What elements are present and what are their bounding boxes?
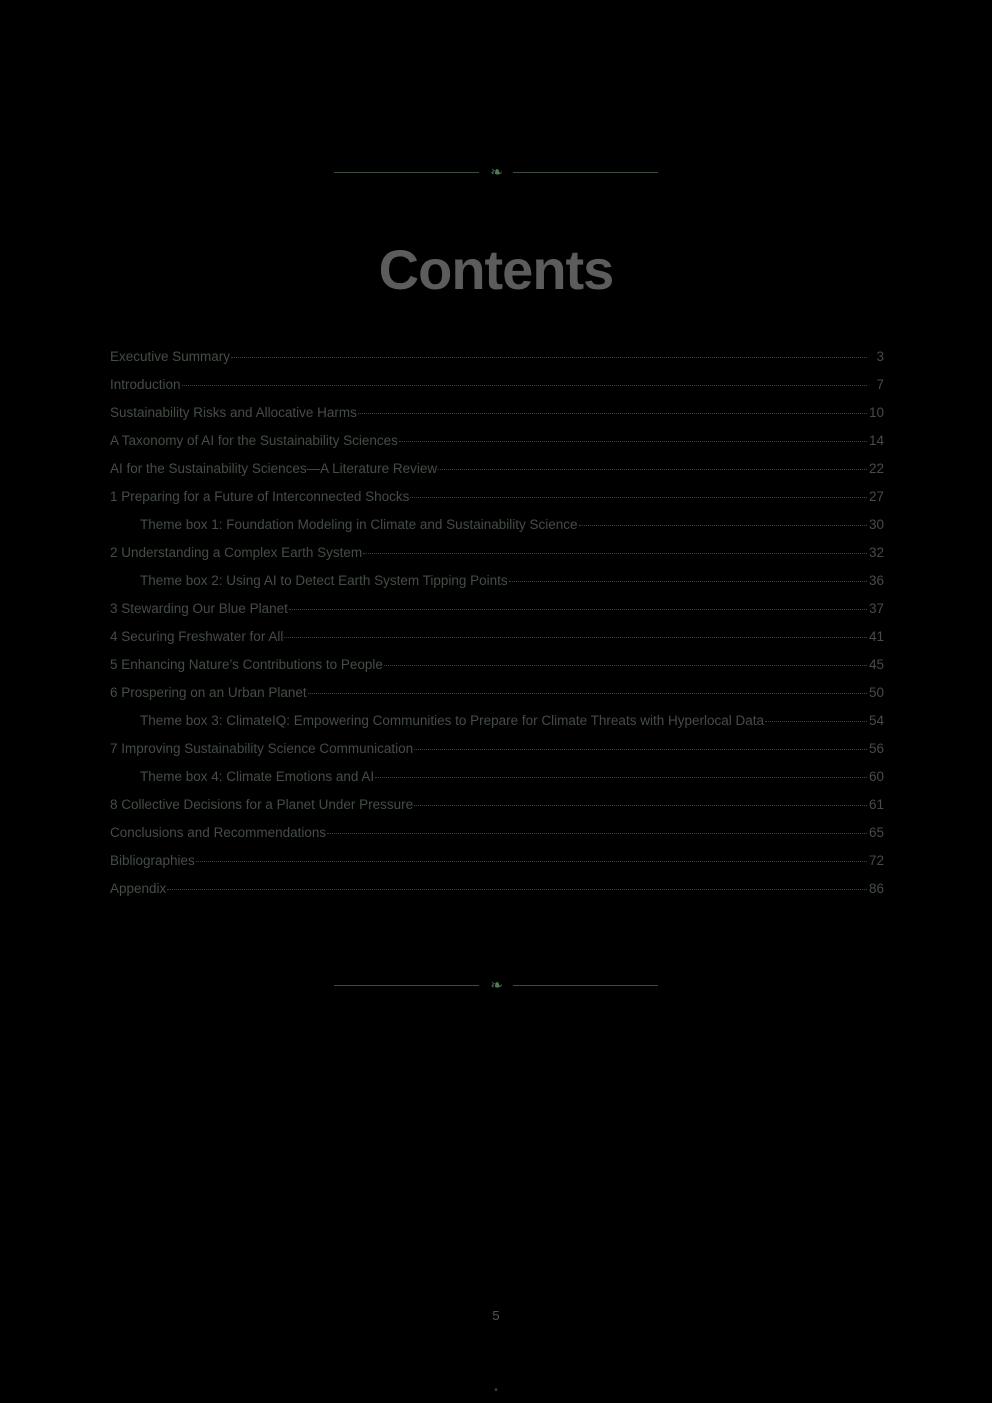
toc-entry[interactable] [110,405,884,433]
toc-entry-page-number: 61 [868,797,884,812]
toc-entry-page-number: 50 [868,685,884,700]
toc-entry-label: 5 Enhancing Nature’s Contributions to People [110,657,383,672]
toc-entry-page-number: 7 [876,377,884,392]
leaf-ornament-icon: ❧ [490,164,502,181]
toc-entry[interactable] [110,685,884,713]
toc-entry-label: Executive Summary [110,349,231,364]
toc-entry[interactable] [110,797,884,825]
toc-entry-page-number: 65 [868,825,884,840]
toc-entry[interactable] [110,657,884,685]
toc-entry-label: Introduction [110,377,181,392]
toc-leader-dots [182,384,867,386]
toc-leader-dots [358,412,867,414]
toc-entry-label: Conclusions and Recommendations [110,825,327,840]
toc-leader-dots [289,608,867,610]
toc-entry[interactable] [110,601,884,629]
footer-mark: • [494,1385,498,1396]
toc-leader-dots [509,580,867,582]
toc-leader-dots [231,356,867,358]
divider-rule-left [334,985,479,986]
toc-entry-label: A Taxonomy of AI for the Sustainability Sciences [110,433,398,448]
toc-entry[interactable] [110,881,884,909]
toc-leader-dots [284,636,867,638]
page-sheet [108,0,884,1403]
divider-rule-right [513,172,658,173]
toc-entry[interactable] [110,489,884,517]
toc-entry[interactable] [110,377,884,405]
toc-entry-page-number: 41 [868,629,884,644]
toc-entry-label: Sustainability Risks and Allocative Harms [110,405,357,420]
toc-entry-label: Theme box 2: Using AI to Detect Earth System Tipping Points [140,573,508,588]
toc-entry[interactable] [110,741,884,769]
toc-entry-label: AI for the Sustainability Sciences—A Literature Review [110,461,438,476]
divider-rule-right [513,985,658,986]
toc-leader-dots [414,804,867,806]
toc-entry-label: 6 Prospering on an Urban Planet [110,685,307,700]
toc-entry-label: 2 Understanding a Complex Earth System [110,545,363,560]
toc-entry-label: Bibliographies [110,853,195,868]
toc-leader-dots [375,776,867,778]
toc-leader-dots [438,468,867,470]
toc-entry-page-number: 86 [868,881,884,896]
toc-entry-label: Theme box 1: Foundation Modeling in Climate and Sustainability Science [140,517,578,532]
toc-entry-page-number: 56 [868,741,884,756]
toc-entry-label: 1 Preparing for a Future of Interconnected Shocks [110,489,410,504]
divider-rule-left [334,172,479,173]
table-of-contents [110,349,884,909]
toc-entry-page-number: 14 [868,433,884,448]
toc-entry-label: 8 Collective Decisions for a Planet Under Pressure [110,797,414,812]
toc-entry-page-number: 3 [876,349,884,364]
toc-leader-dots [308,692,867,694]
toc-entry-label: Appendix [110,881,167,896]
toc-entry-page-number: 10 [868,405,884,420]
toc-leader-dots [414,748,867,750]
page-number: 5 [492,1308,500,1323]
toc-leader-dots [765,720,867,722]
toc-entry[interactable] [110,769,884,797]
toc-entry[interactable] [110,433,884,461]
toc-leader-dots [410,496,867,498]
toc-entry[interactable] [110,573,884,601]
toc-entry[interactable] [110,545,884,573]
toc-entry-page-number: 36 [868,573,884,588]
toc-leader-dots [167,888,867,890]
toc-entry[interactable] [110,629,884,657]
toc-entry-page-number: 22 [868,461,884,476]
ornament-divider-bottom [108,978,884,993]
toc-entry-page-number: 72 [868,853,884,868]
toc-leader-dots [399,440,867,442]
page-title: Contents [378,238,614,301]
toc-leader-dots [579,524,868,526]
leaf-ornament-icon: ❧ [490,977,502,994]
toc-entry-page-number: 54 [868,713,884,728]
toc-entry-label: 3 Stewarding Our Blue Planet [110,601,288,616]
toc-entry[interactable] [110,461,884,489]
toc-leader-dots [363,552,867,554]
ornament-divider-top [108,165,884,180]
toc-entry-label: 4 Securing Freshwater for All [110,629,284,644]
toc-entry-page-number: 60 [868,769,884,784]
toc-entry[interactable] [110,825,884,853]
toc-entry-page-number: 45 [868,657,884,672]
toc-entry-page-number: 32 [868,545,884,560]
toc-leader-dots [196,860,867,862]
toc-entry-page-number: 27 [868,489,884,504]
toc-leader-dots [327,832,867,834]
toc-entry-label: Theme box 3: ClimateIQ: Empowering Communities to Prepare for Climate Threats with Hyperlocal Data [140,713,764,728]
toc-entry[interactable] [110,349,884,377]
toc-entry-page-number: 30 [868,517,884,532]
toc-entry[interactable] [110,853,884,881]
toc-entry-label: 7 Improving Sustainability Science Communication [110,741,414,756]
toc-entry[interactable] [110,713,884,741]
toc-entry-page-number: 37 [868,601,884,616]
toc-entry[interactable] [110,517,884,545]
toc-leader-dots [384,664,867,666]
toc-entry-label: Theme box 4: Climate Emotions and AI [140,769,375,784]
